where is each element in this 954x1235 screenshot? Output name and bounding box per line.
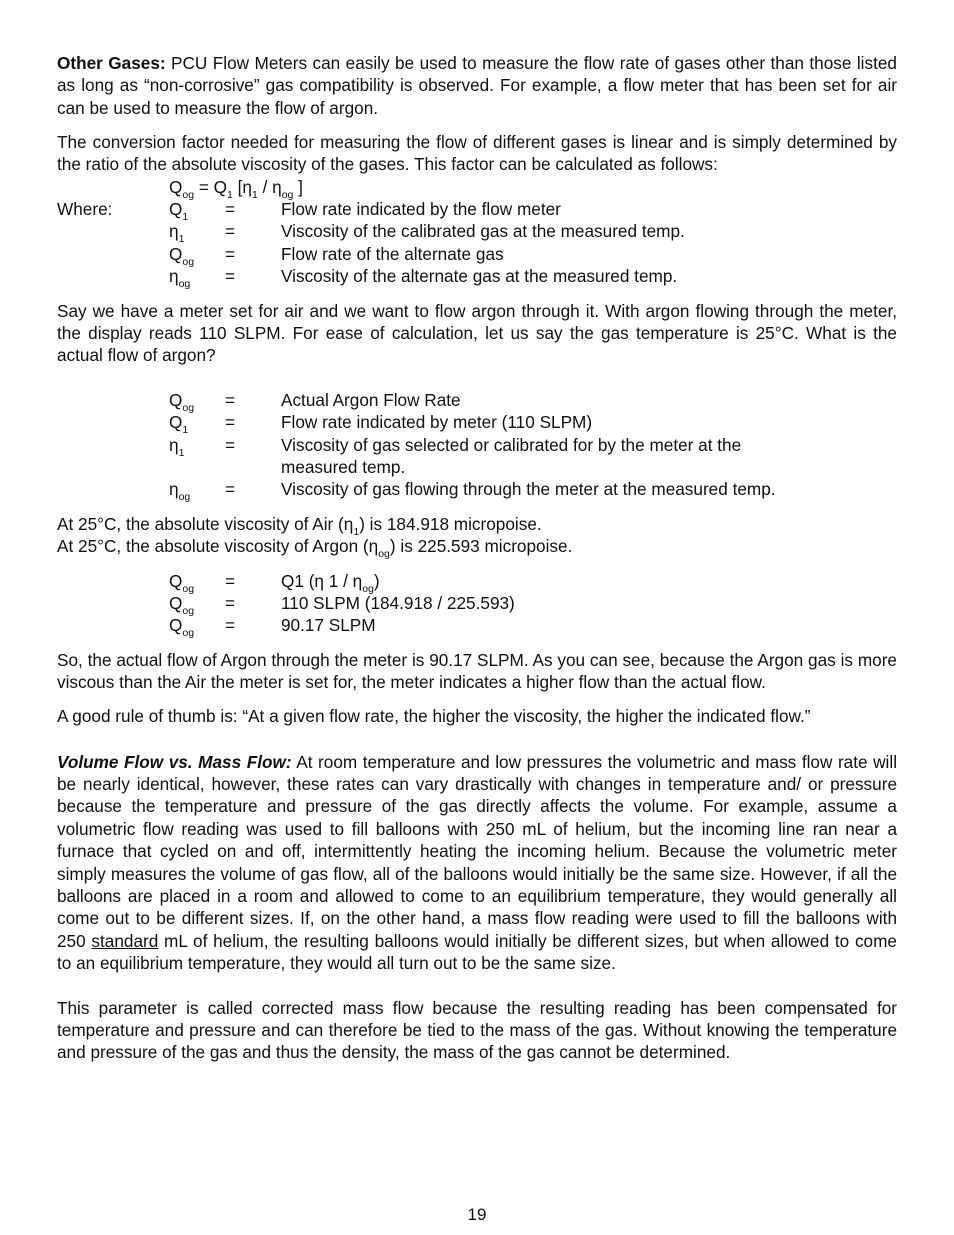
equals-sign: = [225,412,236,433]
other-gases-text: PCU Flow Meters can easily be used to measure the flow rate of gases other than those listed as long as “non-corrosive” gas compatibility is observed. For example, a flow meter that has been set for air can be used to measure the flow of argon. [57,53,897,118]
volume-vs-mass-paragraph: Volume Flow vs. Mass Flow: At room temperature and low pressures the volumetric and mass flow rate will be nearly identical, however, these rates can vary drastically with changes in temperature and/ or pressure because the temperature and pressure of the gas directly affects the volume. For example, assume a volumetric flow reading was used to fill balloons with 250 mL of helium, but the incoming line ran near a furnace that cycled on and off, intermittently heating the incoming helium. Because the volumetric meter simply measures the volume of gas flow, all of the balloons would initially be the same size. However, if all the balloons are placed in a room and allowed to come to an equilibrium temperature, they would generally all come out to be different sizes. If, on the other hand, a mass flow reading were used to fill the balloons with 250 standard mL of helium, the resulting balloons would initially be different sizes, but when allowed to come to an equilibrium temperature, they would all turn out to be the same size. [57,751,898,974]
equals-sign: = [225,243,236,264]
document-page [57,52,897,1064]
calculation-expression: Q1 (η $1 / \eta_{og}$) [281,570,380,595]
equals-sign: = [225,615,236,636]
where-row [57,198,897,223]
equals-sign: = [225,593,236,614]
volume-vs-mass-heading: Volume Flow vs. Mass Flow: [57,751,292,772]
calculation-row [57,592,897,618]
variable-symbol: $\eta_1$ [169,221,185,246]
definition-row [57,434,897,479]
where-row [57,265,897,291]
argon-viscosity-line: At 25°C, the absolute viscosity of Argon $(\eta_{og})$ is 225.593 micropoise. [57,536,573,561]
variable-symbol: $Q_{og}$ [169,570,195,595]
variable-description: Flow rate indicated by meter (110 SLPM) [281,412,593,433]
variable-description: Viscosity of the alternate gas at the measured temp. [281,266,678,287]
variable-description: Flow rate of the alternate gas [281,243,504,264]
equals-sign: = [225,198,236,219]
equals-sign: = [225,479,236,500]
air-viscosity-line: At 25°C, the absolute viscosity of Air $(\eta_1)$ is 184.918 micropoise. [57,513,542,538]
variable-symbol: $\eta_{og}$ [169,479,191,504]
calculation-row [57,614,897,640]
variable-symbol: $Q_{og}$ [169,615,195,640]
variable-description: Actual Argon Flow Rate [281,389,461,410]
page-number: 19 [467,1205,487,1224]
variable-description: Flow rate indicated by the flow meter [281,198,561,219]
formula-expression: $Q_{og} = Q_1$ [$\eta_1 / \eta_{og}$ ] [169,176,303,201]
calculation-expression: 110 SLPM (184.918 / 225.593) [281,593,515,614]
equals-sign: = [225,570,236,591]
equals-sign: = [225,389,236,410]
variable-symbol: $Q_1$ [169,412,189,437]
variable-symbol: $Q_1$ [169,198,189,223]
variable-symbol: $Q_{og}$ [169,389,195,414]
equals-sign: = [225,266,236,287]
variable-symbol: $Q_{og}$ [169,593,195,618]
conversion-factor-paragraph: The conversion factor needed for measuring the flow of different gases is linear and is simply determined by the ratio of the absolute viscosity of the gases. This factor can be calculated as follows: [57,131,897,175]
standard-underlined: standard [91,930,159,951]
definition-row [57,389,897,414]
equals-sign: = [225,434,236,455]
rule-of-thumb-paragraph: A good rule of thumb is: “At a given flow rate, the higher the viscosity, the higher the indicated flow.” [57,706,811,727]
variable-description: Viscosity of the calibrated gas at the measured temp. [281,221,685,242]
where-row [57,243,897,268]
definition-row [57,478,897,504]
variable-description: Viscosity of gas flowing through the meter at the measured temp. [281,479,776,500]
variable-symbol: $\eta_{og}$ [169,266,191,291]
conversion-formula [57,176,897,201]
variable-symbol: $\eta_1$ [169,434,185,459]
conclusion-paragraph: So, the actual flow of Argon through the meter is 90.17 SLPM. As you can see, because the Argon gas is more viscous than the Air the meter is set for, the meter indicates a higher flow than the actual flow. [57,649,897,693]
calculation-row [57,570,897,595]
example-paragraph: Say we have a meter set for air and we want to flow argon through it. With argon flowing through the meter, the display reads 110 SLPM. For ease of calculation, let us say the gas temperature is 25°C. What is the actual flow of argon? [57,300,897,366]
calculation-result: 90.17 SLPM [281,615,376,636]
other-gases-heading: Other Gases: [57,53,166,73]
variable-description: Viscosity of gas selected or calibrated for by the meter at the measured temp. [281,434,742,477]
where-row [57,220,897,246]
where-label: Where: [57,198,113,219]
variable-symbol: $Q_{og}$ [169,243,195,268]
corrected-mass-flow-paragraph: This parameter is called corrected mass flow because the resulting reading has been compensated for temperature and pressure and can therefore be tied to the mass of the gas. Without knowing the temperature and pressure of the gas and thus the density, the mass of the gas cannot be determined. [57,997,897,1063]
definition-row [57,411,897,437]
other-gases-paragraph [57,52,897,119]
equals-sign: = [225,221,236,242]
